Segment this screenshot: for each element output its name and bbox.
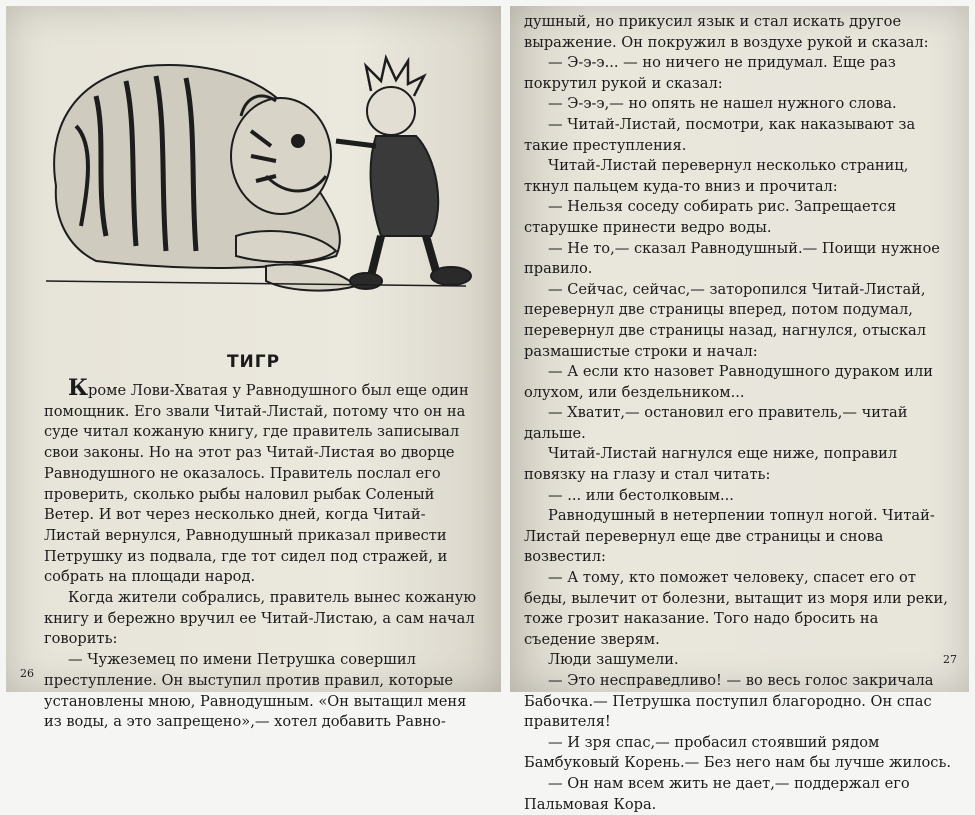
paragraph: — И зря спас,— пробасил стоявший рядом Бамбуковый Корень.— Без него нам бы лучше жилось. xyxy=(524,733,952,772)
paragraph: душный, но прикусил язык и стал искать другое выражение. Он покружил в воздухе рукой и сказал: xyxy=(524,13,929,51)
right-page xyxy=(510,6,969,813)
left-page xyxy=(6,6,501,731)
paragraph: — Это несправедливо! — во весь голос закричала Бабочка.— Петрушка поступил благородно. Он спас правителя! xyxy=(524,672,934,731)
paragraph: — ... или бестолковым... xyxy=(548,486,734,504)
paragraph: — Чужеземец по имени Петрушка совершил преступление. Он выступил против правил, которые установлены мною, Равнодушным. «Он вытащил меня из воды, а это запрещено»,— хотел добавить Равно- xyxy=(44,651,467,731)
right-page-text xyxy=(524,12,954,815)
paragraph: Люди зашумели. xyxy=(548,651,679,669)
paragraph: — А если кто назовет Равнодушного дураком или олухом, или бездельником... xyxy=(524,363,933,401)
paragraph: Читай-Листай нагнулся еще ниже, поправил повязку на глазу и стал читать: xyxy=(524,445,898,484)
page-number: 26 xyxy=(20,667,34,680)
paragraph: Когда жители собрались, правитель вынес кожаную книгу и бережно вручил ее Читай-Листаю, а сам начал говорить: xyxy=(44,589,477,648)
paragraph: — А тому, кто поможет человеку, спасет его от беды, вылечит от болезни, вытащит из моря или реки, тоже грозит наказание. Того надо бросить на съедение зверям. xyxy=(524,569,948,648)
paragraph: — Не то,— сказал Равнодушный.— Поищи нужное правило. xyxy=(524,239,940,278)
left-page-text xyxy=(44,375,482,733)
paragraph: Равнодушный в нетерпении топнул ногой. Читай-Листай перевернул еще две страницы и снова возвестил: xyxy=(524,507,935,566)
tiger-illustration xyxy=(36,36,476,294)
page-number: 27 xyxy=(943,653,957,666)
drop-cap: К xyxy=(68,375,89,401)
paragraph: — Э-э-э... — но ничего не придумал. Еще раз покрутил рукой и сказал: xyxy=(524,54,896,92)
paragraph: — Хватит,— остановил его правитель,— читай дальше. xyxy=(524,404,908,442)
paragraph: Читай-Листай перевернул несколько страниц, ткнул пальцем куда-то вниз и прочитал: xyxy=(524,157,909,195)
paragraph: — Э-э-э,— но опять не нашел нужного слова. xyxy=(548,95,897,113)
chapter-title: ТИГР xyxy=(226,352,281,372)
paragraph: — Нельзя соседу собирать рис. Запрещается старушке принести ведро воды. xyxy=(524,198,897,236)
paragraph xyxy=(44,375,482,588)
paragraph-text: роме Лови-Хватая у Равнодушного был еще один помощник. Его звали Читай-Листай, потому что он на суде читал кожаную книгу, где правитель записывал свои законы. Но на этот раз Читай-Листая во дворце Равнодушного не оказалось. Правитель послал его проверить, сколько рыбы наловил рыбак Соленый Ветер. И вот через несколько дней, когда Читай-Листай вернулся, Равнодушный приказал привести Петрушку из подвала, где тот сидел под стражей, и собрать на площади народ. xyxy=(44,382,469,586)
paragraph: — Читай-Листай, посмотри, как наказывают за такие преступления. xyxy=(524,115,916,154)
paragraph: — Сейчас, сейчас,— заторопился Читай-Листай, перевернул две страницы вперед, потом подумал, перевернул две страницы назад, нагнулся, отыскал размашистые строки и начал: xyxy=(524,280,927,360)
paragraph: — Он нам всем жить не дает,— поддержал его Пальмовая Кора. xyxy=(524,774,910,813)
